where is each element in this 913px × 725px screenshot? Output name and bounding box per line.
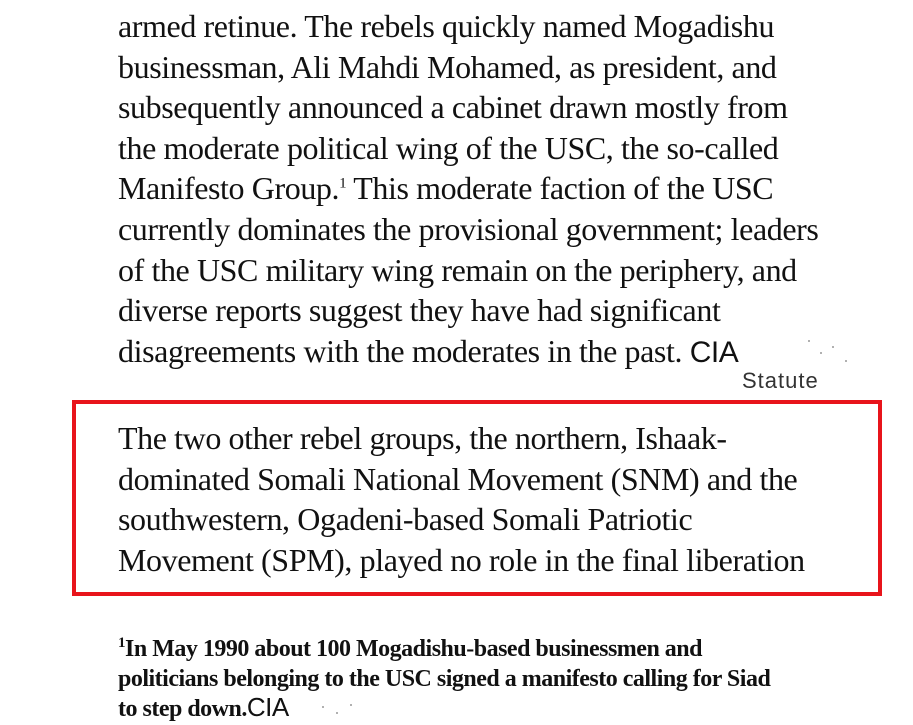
- text-line: subsequently announced a cabinet drawn mostly from: [118, 89, 788, 125]
- footnote-line: politicians belonging to the USC signed a manifesto calling for Siad: [118, 666, 771, 692]
- footnote-marker: 1: [118, 635, 125, 651]
- scan-speckle: [820, 352, 822, 354]
- stamp-fragment: Statute: [742, 368, 819, 393]
- text-line: southwestern, Ogadeni-based Somali Patriotic: [118, 501, 693, 537]
- text-fragment: to step down.: [118, 696, 247, 722]
- text-line: [118, 331, 738, 373]
- footnote-line: [118, 636, 702, 662]
- text-line: armed retinue. The rebels quickly named Mogadishu: [118, 8, 775, 44]
- scan-speckle: [322, 706, 324, 708]
- scan-speckle: [845, 360, 847, 362]
- scan-speckle: [336, 712, 338, 714]
- text-fragment: Manifesto Group.: [118, 170, 340, 206]
- footnote-reference: 1: [339, 175, 347, 192]
- text-line: The two other rebel groups, the northern, Ishaak-: [118, 420, 727, 456]
- text-fragment: In May 1990 about 100 Mogadishu-based businessmen and: [125, 636, 702, 662]
- text-line: Movement (SPM), played no role in the final liberation: [118, 542, 805, 578]
- scan-speckle: [832, 346, 834, 348]
- footnote-line: [118, 694, 289, 722]
- text-fragment: disagreements with the moderates in the past.: [118, 333, 683, 369]
- text-line: currently dominates the provisional government; leaders: [118, 211, 819, 247]
- text-line: dominated Somali National Movement (SNM) and the: [118, 461, 798, 497]
- text-line: the moderate political wing of the USC, the so-called: [118, 130, 779, 166]
- text-fragment: This moderate faction of the USC: [353, 170, 774, 206]
- text-line: businessman, Ali Mahdi Mohamed, as president, and: [118, 49, 777, 85]
- scan-speckle: [350, 704, 352, 706]
- scan-speckle: [808, 340, 810, 342]
- cia-stamp: CIA: [689, 336, 739, 369]
- text-line: [118, 168, 773, 208]
- text-line: of the USC military wing remain on the periphery, and: [118, 252, 797, 288]
- text-line: diverse reports suggest they have had significant: [118, 292, 721, 328]
- cia-stamp: CIA: [246, 692, 289, 722]
